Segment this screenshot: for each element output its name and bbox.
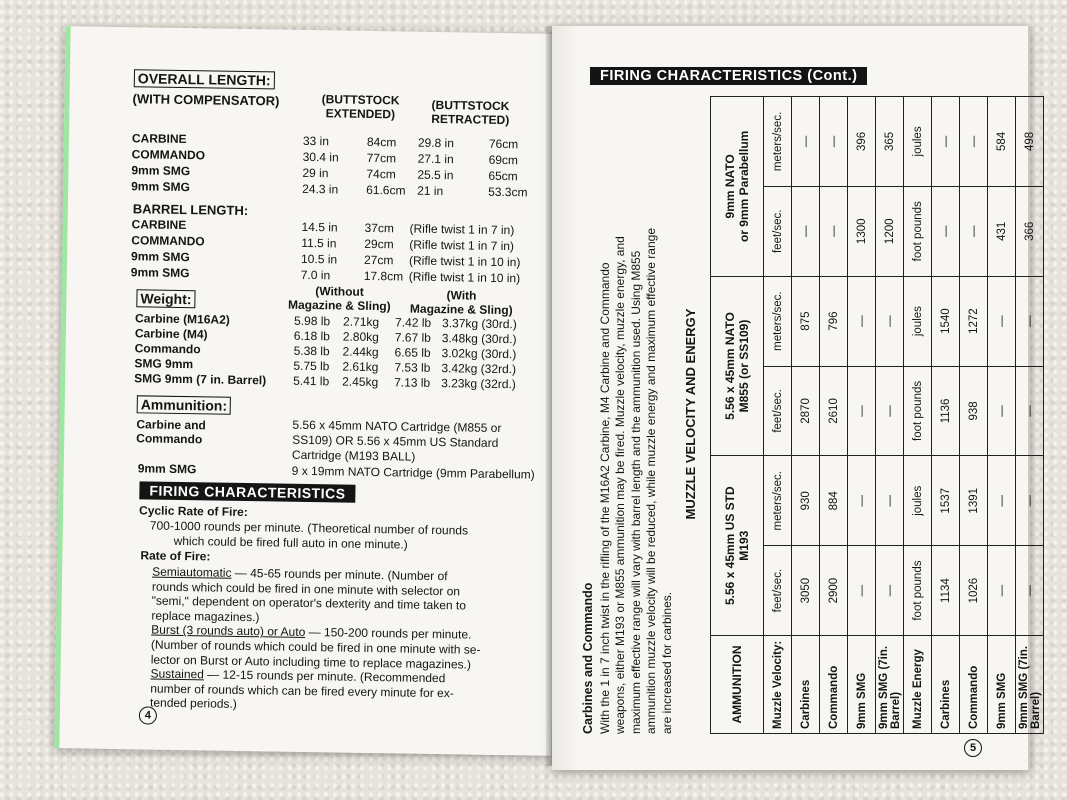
table-row — [904, 97, 932, 734]
cell: — — [876, 366, 904, 456]
weight-with-header — [401, 287, 521, 317]
cell: 11.5 in — [301, 235, 337, 251]
cell: 2.44kg — [342, 344, 379, 360]
overall-length-title: OVERALL LENGTH: — [134, 69, 275, 89]
cell: 2870 — [792, 366, 820, 456]
unit-cell: foot pounds — [904, 186, 932, 276]
text-line: (Number of rounds which could be fired in one minute with se- — [150, 637, 481, 657]
row-name: Commando — [960, 636, 988, 734]
col-header-line: EXTENDED) — [325, 106, 396, 122]
cell: 1134 — [932, 546, 960, 636]
group-line: 9mm NATO — [723, 154, 738, 219]
cell: (Rifle twist 1 in 7 in) — [409, 237, 515, 254]
cell: 2610 — [820, 366, 848, 456]
right-page — [552, 26, 1042, 770]
text-line: replace magazines.) — [151, 608, 260, 625]
table-title: MUZZLE VELOCITY AND ENERGY — [683, 308, 699, 520]
burst-label: Burst (3 rounds auto) or Auto — [151, 622, 306, 640]
energy-label: Muzzle Energy — [904, 636, 932, 734]
text-line: tended periods.) — [149, 695, 237, 712]
cell: 29.8 in — [417, 135, 455, 151]
ammunition-title: Ammunition: — [137, 395, 232, 414]
group-line: M855 (or SS109) — [737, 319, 752, 413]
barrel-length-table — [130, 217, 521, 286]
text-line: maximum effective range will vary with barrel length and the ammunition used. Using M855 — [628, 250, 643, 734]
row-name: 9mm SMG (7in. Barrel) — [876, 636, 904, 734]
cell: 938 — [960, 366, 988, 456]
cell: 1272 — [960, 276, 988, 366]
cell: 2.71kg — [342, 314, 380, 330]
cell: 3050 — [792, 546, 820, 636]
buttstock-extended-header — [315, 92, 405, 121]
row-name: Carbine (M4) — [134, 326, 208, 342]
cell: 5.75 lb — [293, 358, 330, 374]
cell: 930 — [792, 456, 820, 546]
row-name: COMMANDO — [131, 147, 206, 163]
cell: 53.3cm — [488, 184, 528, 200]
table-row — [820, 97, 848, 734]
cell: — — [848, 276, 876, 366]
text-line: With the 1 in 7 inch twist in the rifling of the M16A2 Carbine, M4 Carbine and Commando — [598, 262, 612, 734]
table-row — [764, 97, 792, 734]
cell: (Rifle twist 1 in 7 in) — [409, 221, 515, 238]
cell: 884 — [820, 456, 848, 546]
cell: — — [932, 186, 960, 276]
unit-cell: feet/sec. — [764, 366, 792, 456]
cell: — — [988, 546, 1016, 636]
cell: 65cm — [488, 168, 518, 184]
weight-without-header — [279, 284, 399, 314]
cell: 7.67 lb — [394, 330, 431, 345]
group-header-m193 — [711, 456, 764, 636]
row-name: Carbines — [792, 636, 820, 734]
velocity-label: Muzzle Velocity: — [764, 636, 792, 734]
page-number-left: 4 — [139, 706, 157, 724]
cell: 2.80kg — [342, 329, 379, 345]
ammunition-header: AMMUNITION — [711, 636, 764, 734]
cell: 14.5 in — [301, 219, 338, 235]
label-line: Carbine and — [136, 417, 206, 433]
unit-cell: foot pounds — [904, 546, 932, 636]
cell: 37cm — [364, 220, 395, 236]
cell: 84cm — [366, 134, 397, 150]
cell: 30.4 in — [302, 149, 339, 165]
row-name: SMG 9mm — [134, 356, 194, 372]
row-name: 9mm SMG — [131, 163, 191, 179]
semi-label: Semiautomatic — [152, 564, 232, 580]
unit-cell: meters/sec. — [764, 456, 792, 546]
row-name: 9mm SMG — [988, 636, 1016, 734]
ammo-smg-text: 9 x 19mm NATO Cartridge (9mm Parabellum) — [291, 463, 535, 482]
col-header-line: Magazine & Sling) — [287, 297, 391, 314]
group-line: 5.56 x 45mm NATO — [723, 312, 738, 420]
cell: — — [988, 456, 1016, 546]
cell: 7.0 in — [300, 267, 331, 283]
cell: 6.18 lb — [293, 328, 331, 344]
firing-characteristics-cont-header: FIRING CHARACTERISTICS (Cont.) — [590, 67, 867, 85]
cell: 10.5 in — [300, 251, 338, 267]
cell: 2900 — [820, 546, 848, 636]
cell: — — [792, 97, 820, 187]
text-line: lector on Burst or Auto including time to replace magazines.) — [150, 652, 472, 672]
cell: — — [960, 186, 988, 276]
unit-cell: feet/sec. — [764, 186, 792, 276]
cell: — — [848, 546, 876, 636]
cell: — — [820, 186, 848, 276]
text-line: SS109) OR 5.56 x 45mm US Standard — [292, 432, 499, 450]
page-number-right: 5 — [964, 739, 982, 757]
text-line: — 150-200 rounds per minute. — [305, 625, 472, 642]
group-line: or 9mm Parabellum — [737, 130, 752, 243]
cell: — — [792, 186, 820, 276]
cell: 1136 — [932, 366, 960, 456]
cell: 29cm — [364, 236, 394, 252]
cell: 396 — [848, 97, 876, 187]
cell: 365 — [876, 97, 904, 187]
row-name: 9mm SMG — [130, 265, 190, 281]
cell: 5.98 lb — [293, 313, 331, 329]
cell: 7.13 lb — [394, 375, 431, 390]
col-header-line: RETRACTED) — [431, 111, 510, 128]
cyclic-rate-text — [150, 519, 469, 554]
label-line: Commando — [136, 431, 203, 447]
table-row — [932, 97, 960, 734]
text-line: weapons, either M193 or M855 ammunition may be fired. Muzzle velocity, muzzle energy, and — [613, 236, 628, 734]
cell: 1540 — [932, 276, 960, 366]
row-name: 9mm SMG (7in. Barrel) — [1016, 636, 1044, 734]
cell: 3.42kg (32rd.) — [441, 361, 517, 377]
cell: — — [988, 276, 1016, 366]
col-header-line: (Without — [315, 284, 364, 299]
cell: 1026 — [960, 546, 988, 636]
rotated-content — [581, 94, 1042, 734]
overall-length-subtitle: (WITH COMPENSATOR) — [132, 91, 280, 109]
cell: — — [1016, 366, 1044, 456]
cell: 1200 — [876, 186, 904, 276]
col-header-line: Magazine & Sling) — [409, 301, 513, 318]
cell: 6.65 lb — [394, 345, 431, 360]
unit-cell: joules — [904, 276, 932, 366]
cell: 3.02kg (30rd.) — [441, 346, 517, 362]
firing-characteristics-title: FIRING CHARACTERISTICS — [139, 481, 355, 502]
row-name: COMMANDO — [131, 233, 205, 249]
overall-length-table — [131, 131, 528, 200]
weight-table — [134, 311, 517, 392]
cell: — — [932, 97, 960, 187]
cell: 69cm — [488, 152, 519, 168]
cell: — — [876, 456, 904, 546]
row-name: 9mm SMG — [848, 636, 876, 734]
cell: 1391 — [960, 456, 988, 546]
cell: 33 in — [302, 133, 330, 149]
table-row — [988, 97, 1016, 734]
barrel-length-title: BARREL LENGTH: — [132, 201, 249, 219]
cell: — — [820, 97, 848, 187]
cell: — — [988, 366, 1016, 456]
cell: 875 — [792, 276, 820, 366]
group-line: 5.56 x 45mm US STD — [723, 486, 738, 606]
unit-cell: joules — [904, 456, 932, 546]
text-line: number of rounds which can be fired every minute for ex- — [150, 681, 454, 701]
table-row — [960, 97, 988, 734]
cell: 17.8cm — [363, 268, 404, 284]
cell: 24.3 in — [302, 181, 339, 197]
intro-paragraph — [598, 94, 675, 734]
table-row — [792, 97, 820, 734]
table-row — [1016, 97, 1044, 734]
text-line: — 45-65 rounds per minute. (Number of — [231, 565, 448, 584]
cell: 74cm — [366, 166, 396, 182]
weight-title: Weight: — [136, 289, 195, 308]
cell: 3.48kg (30rd.) — [441, 331, 517, 347]
row-name: CARBINE — [131, 131, 187, 147]
muzzle-velocity-table — [710, 96, 1044, 734]
cell: 431 — [988, 186, 1016, 276]
row-name: SMG 9mm (7 in. Barrel) — [134, 371, 267, 388]
rate-of-fire-text — [138, 564, 482, 715]
cell: 61.6cm — [366, 182, 406, 198]
row-name: Carbines — [932, 636, 960, 734]
cell: 2.45kg — [342, 374, 379, 390]
cell: 2.61kg — [342, 359, 379, 375]
ammo-carbine-label — [136, 417, 206, 446]
cell: — — [1016, 456, 1044, 546]
cyclic-rate-title: Cyclic Rate of Fire: — [138, 503, 248, 520]
cell: — — [1016, 276, 1044, 366]
cell: — — [876, 276, 904, 366]
col-header-line: (With — [446, 288, 477, 303]
cell: 27.1 in — [417, 151, 454, 167]
group-line: M193 — [737, 530, 752, 561]
text-line: "semi," dependent on operator's dexterity and time taken to — [151, 593, 467, 613]
cell: 7.53 lb — [394, 360, 431, 375]
cell: 21 in — [417, 183, 444, 199]
col-header-line: (BUTTSTOCK — [321, 92, 400, 108]
cell: 498 — [1016, 97, 1044, 187]
table-header-row — [711, 97, 764, 734]
row-name: Commando — [134, 341, 201, 357]
unit-cell: meters/sec. — [764, 276, 792, 366]
buttstock-retracted-header — [425, 98, 515, 127]
cell: 3.37kg (30rd.) — [441, 316, 517, 332]
rate-of-fire-title: Rate of Fire: — [140, 548, 211, 564]
table-row — [876, 97, 904, 734]
col-header-line: (BUTTSTOCK — [431, 97, 510, 114]
table-row — [848, 97, 876, 734]
cell: — — [876, 546, 904, 636]
cell: 29 in — [302, 165, 329, 181]
cell: 7.42 lb — [394, 315, 432, 330]
row-name: Commando — [820, 636, 848, 734]
cell: 3.23kg (32rd.) — [441, 376, 516, 392]
row-name: CARBINE — [131, 217, 187, 233]
cell: 5.41 lb — [293, 373, 330, 389]
cell: 584 — [988, 97, 1016, 187]
cell: 27cm — [363, 252, 394, 268]
row-name: 9mm SMG — [130, 249, 190, 265]
ammo-smg-label: 9mm SMG — [137, 461, 197, 477]
cell: 1537 — [932, 456, 960, 546]
cell: 25.5 in — [417, 167, 454, 183]
text-line: ammunition muzzle velocity will be reduced, while muzzle energy and maximum effective range — [644, 227, 659, 734]
text-line: 5.56 x 45mm NATO Cartridge (M855 or — [292, 417, 502, 436]
row-name: Carbine (M16A2) — [135, 311, 230, 327]
cell: — — [1016, 546, 1044, 636]
row-name: 9mm SMG — [131, 179, 190, 195]
cell: 77cm — [366, 150, 397, 166]
text-line: rounds which could be fired in one minute with selector on — [151, 579, 461, 598]
cell: — — [960, 97, 988, 187]
group-header-9mm — [711, 97, 764, 277]
cell: (Rifle twist 1 in 10 in) — [408, 269, 521, 286]
group-header-m855 — [711, 276, 764, 456]
cell: — — [848, 456, 876, 546]
text-line: are increased for carbines. — [659, 591, 674, 734]
unit-cell: meters/sec. — [764, 97, 792, 187]
cell: (Rifle twist 1 in 10 in) — [408, 253, 521, 270]
unit-cell: feet/sec. — [764, 546, 792, 636]
unit-cell: joules — [904, 97, 932, 187]
text-line: Cartridge (M193 BALL) — [291, 447, 416, 464]
cell: 76cm — [488, 136, 519, 152]
cell: 796 — [820, 276, 848, 366]
text-line: — 12-15 rounds per minute. (Recommended — [203, 667, 446, 686]
cell: 366 — [1016, 186, 1044, 276]
sustained-label: Sustained — [150, 666, 205, 682]
text-line: 700-1000 rounds per minute. (Theoretical number of rounds — [149, 518, 469, 538]
section-title: Carbines and Commando — [581, 582, 595, 734]
cell: — — [848, 366, 876, 456]
unit-cell: foot pounds — [904, 366, 932, 456]
text-line: which could be fired full auto in one minute.) — [173, 533, 408, 552]
left-page — [54, 26, 562, 756]
ammo-carbine-text — [292, 418, 502, 466]
cell: 1300 — [848, 186, 876, 276]
cell: 5.38 lb — [293, 343, 330, 359]
